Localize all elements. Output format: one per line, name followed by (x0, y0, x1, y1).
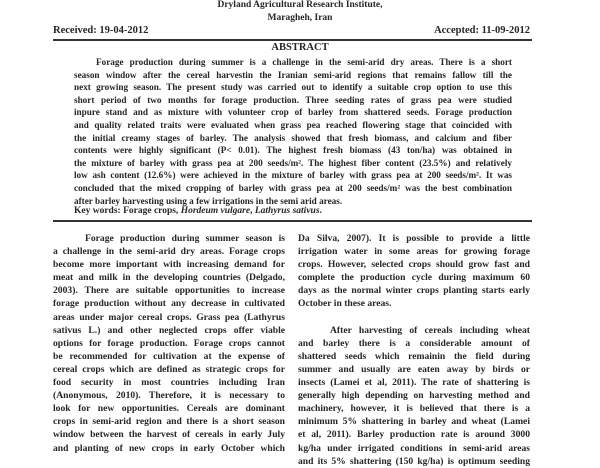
text-line: crops in semi-arid region and there is a short season (53, 416, 285, 428)
keyword-hordeum: Hordeum vulgare (180, 206, 251, 216)
body-column-right (298, 232, 530, 468)
text-line: minimum 5% shattering in barley and wheat (Lamei (298, 416, 530, 428)
text-line: areas under major cereal crops. Grass pea (Lathyrus (53, 311, 285, 323)
text-line: insects (Lamei et al, 2011). The rate of shattering is (298, 377, 530, 389)
text-line: options for forage production. Forage crops cannot (53, 337, 285, 349)
text-line: October in these areas. (298, 298, 392, 310)
text-line: After harvesting of cereals including wheat (330, 324, 530, 336)
institute-location: Maragheh, Iran (267, 13, 333, 23)
text-line: window between the harvest of cereals in early July (53, 429, 285, 441)
received-date: Received: 19-04-2012 (53, 25, 149, 36)
text-line: the mixture of barley with grass pea at 200 seeds/m². The highest fiber content (23.5%) and relatively (74, 157, 512, 168)
text-line: and its 5% shattering (150 kg/ha) is optimum seeding (298, 455, 530, 467)
text-line: days as the normal winter crops planting starts early (298, 285, 530, 297)
keyword-lathyrus: Lathyrus sativus (254, 206, 320, 216)
text-line: meat and milk in the developing countries (Delgado, (53, 272, 285, 284)
text-line: the initial creamy stages of barley. The analysis showed that fresh biomass, and calcium and fiber (74, 132, 512, 143)
keywords (74, 206, 322, 216)
text-line: a challenge in the semi-arid dry areas. Forage crops (53, 246, 285, 258)
text-line: (Anonymous, 2010). Therefore, it is necessary to (53, 390, 285, 402)
text-line: after barley harvesting using a few irrigations in the semi arid areas. (74, 195, 343, 206)
accepted-date: Accepted: 11-09-2012 (434, 25, 530, 36)
text-line: next growing season. The present study was carried out to identify a suitable crop option to use this (74, 82, 512, 93)
text-line: inpure stand and as mixture with volunteer crop of barley from shattered seeds. Forage production (74, 107, 512, 118)
text-line: concluded that the mixed cropping of barley with grass pea at 200 seeds/m² was the best combination (74, 182, 512, 193)
text-line: food security in most countries including Iran (53, 377, 285, 389)
text-line: low ash content (12.6%) were achieved in the mixture of barley with grass pea at 200 seeds/m². It was (74, 170, 512, 181)
text-line: become more important with increasing demand for (53, 259, 285, 271)
text-line: be recommended for cultivation at the expense of (53, 350, 285, 362)
keyword-plain: Forage crops, (120, 206, 181, 216)
text-line: irrigation water in some areas for growing forage (298, 246, 530, 258)
text-line: short period of two months for forage production. Three seeding rates of grass pea were studied (74, 94, 512, 105)
text-line: and barley there is a considerable amount of (298, 337, 530, 349)
text-line: forage production without any decrease in cultivated (53, 298, 285, 310)
text-line: cereal crops which are defined as strategic crops for (53, 363, 285, 375)
text-line (298, 311, 530, 324)
keywords-label: Key words: (74, 206, 121, 216)
text-line: Forage production during summer season is (85, 233, 285, 244)
text-line: crops. However, selected crops should grow fast and (298, 259, 530, 271)
text-line: machinery, however, it is believed that there is a (298, 403, 530, 415)
text-line: Da Silva, 2007). It is possible to provide a little (298, 233, 530, 244)
keyword-sep: , (250, 206, 255, 216)
abstract-rule (53, 220, 532, 222)
text-line: 2003). There are suitable opportunities to increase (53, 285, 285, 297)
text-line: kg/ha under irrigated conditions in semi-arid areas (298, 442, 530, 454)
body-column-left (53, 232, 285, 455)
text-line: summer and usually are eaten away by birds or (298, 363, 530, 375)
text-line: et al, 2011). Barley production rate is around 3000 (298, 429, 530, 441)
text-line: shattered seeds which remainin the field during (298, 350, 530, 362)
text-line: complete the production cycle during maximum 60 (298, 272, 530, 284)
text-line: look for new opportunities. Cereals are dominant (53, 403, 285, 415)
text-line: and planting of new crops in early October which (53, 442, 285, 454)
text-line: season window after the cereal harvestin the Iranian semi-arid regions that remains fallow till the (74, 69, 512, 80)
abstract-text (74, 56, 512, 207)
text-line: generally high depending on harvesting method and (298, 390, 530, 402)
dates-row (53, 25, 530, 36)
keyword-end: . (319, 206, 322, 216)
text-line: contents were highly significant (P< 0.01). The highest fresh biomass (43 ton/ha) was obtained in (74, 145, 512, 156)
text-line: and quality related traits were evaluated when grass pea reached flowering stage that coincided with (74, 119, 512, 130)
text-line: Forage production during summer is a challenge in the semi-arid dry areas. There is a short (96, 57, 512, 67)
text-line: sativus L.) and other neglected crops offer viable (53, 324, 285, 336)
header-rule (53, 39, 532, 41)
abstract-heading: ABSTRACT (271, 42, 329, 53)
institute-affiliation: Dryland Agricultural Research Institute, (217, 0, 383, 10)
